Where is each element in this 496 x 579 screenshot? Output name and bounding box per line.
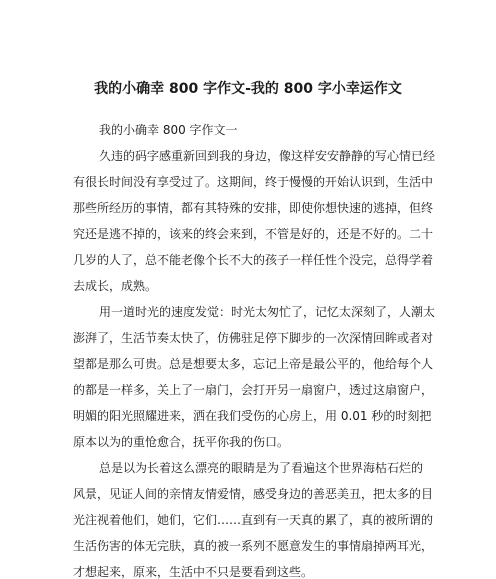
- paragraph-line: 澎湃了，生活节奏太快了，仿佛驻足停下脚步的一次深情回眸或者对: [73, 331, 434, 345]
- paragraph-line: 去成长，成熟。: [73, 279, 158, 293]
- paragraph-line: 总是以为长着这么漂亮的眼睛是为了看遍这个世界海枯石烂的: [99, 461, 424, 475]
- paragraph-line: 究还是逃不掉的，该来的终会来到，不管是好的，还是不好的。二十: [73, 227, 434, 241]
- paragraph-line: 几岁的人了，总不能老像个长不大的孩子一样任性个没完，总得学着: [73, 253, 434, 267]
- paragraph-line: 用一道时光的速度发觉：时光太匆忙了，记忆太深刻了，人潮太: [99, 305, 436, 319]
- paragraph-line: 有很长时间没有享受过了。这期间，终于慢慢的开始认识到，生活中: [73, 175, 434, 189]
- document-title: 我的小确幸 800 字作文-我的 800 字小幸运作文: [94, 81, 402, 97]
- paragraph-line: 原本以为的重怆愈合，抚平你我的伤口。: [73, 435, 290, 449]
- paragraph-line: 望都是那么可贵。总是想要太多，忘记上帝是最公平的，他给每个人: [73, 357, 434, 371]
- paragraph-line: 光注视着他们，她们，它们……直到有一天真的累了，真的被所谓的: [73, 513, 434, 527]
- paragraph-line: 生活伤害的体无完肤，真的被一系列不愿意发生的事情扇掉两耳光，: [73, 539, 434, 553]
- paragraph-line: 久违的码字感重新回到我的身边，像这样安安静静的写心情已经: [99, 149, 436, 163]
- paragraph-line: 的都是一样多，关上了一扇门，会打开另一扇窗户，透过这扇窗户，: [73, 383, 434, 397]
- section-subtitle: 我的小确幸 800 字作文一: [99, 123, 238, 137]
- paragraph-line: 才想起来，原来，生活中不只是要看到这些。: [73, 565, 314, 579]
- paragraph-line: 风景，见证人间的亲情友情爱情，感受身边的善恶美丑，把太多的目: [73, 487, 434, 501]
- paragraph-line: 那些所经历的事情，都有其特殊的安排，即使你想快速的逃掉，但终: [73, 201, 434, 215]
- paragraph-line: 明媚的阳光照耀进来，洒在我们受伤的心房上，用 0.01 秒的时刻把: [73, 409, 432, 423]
